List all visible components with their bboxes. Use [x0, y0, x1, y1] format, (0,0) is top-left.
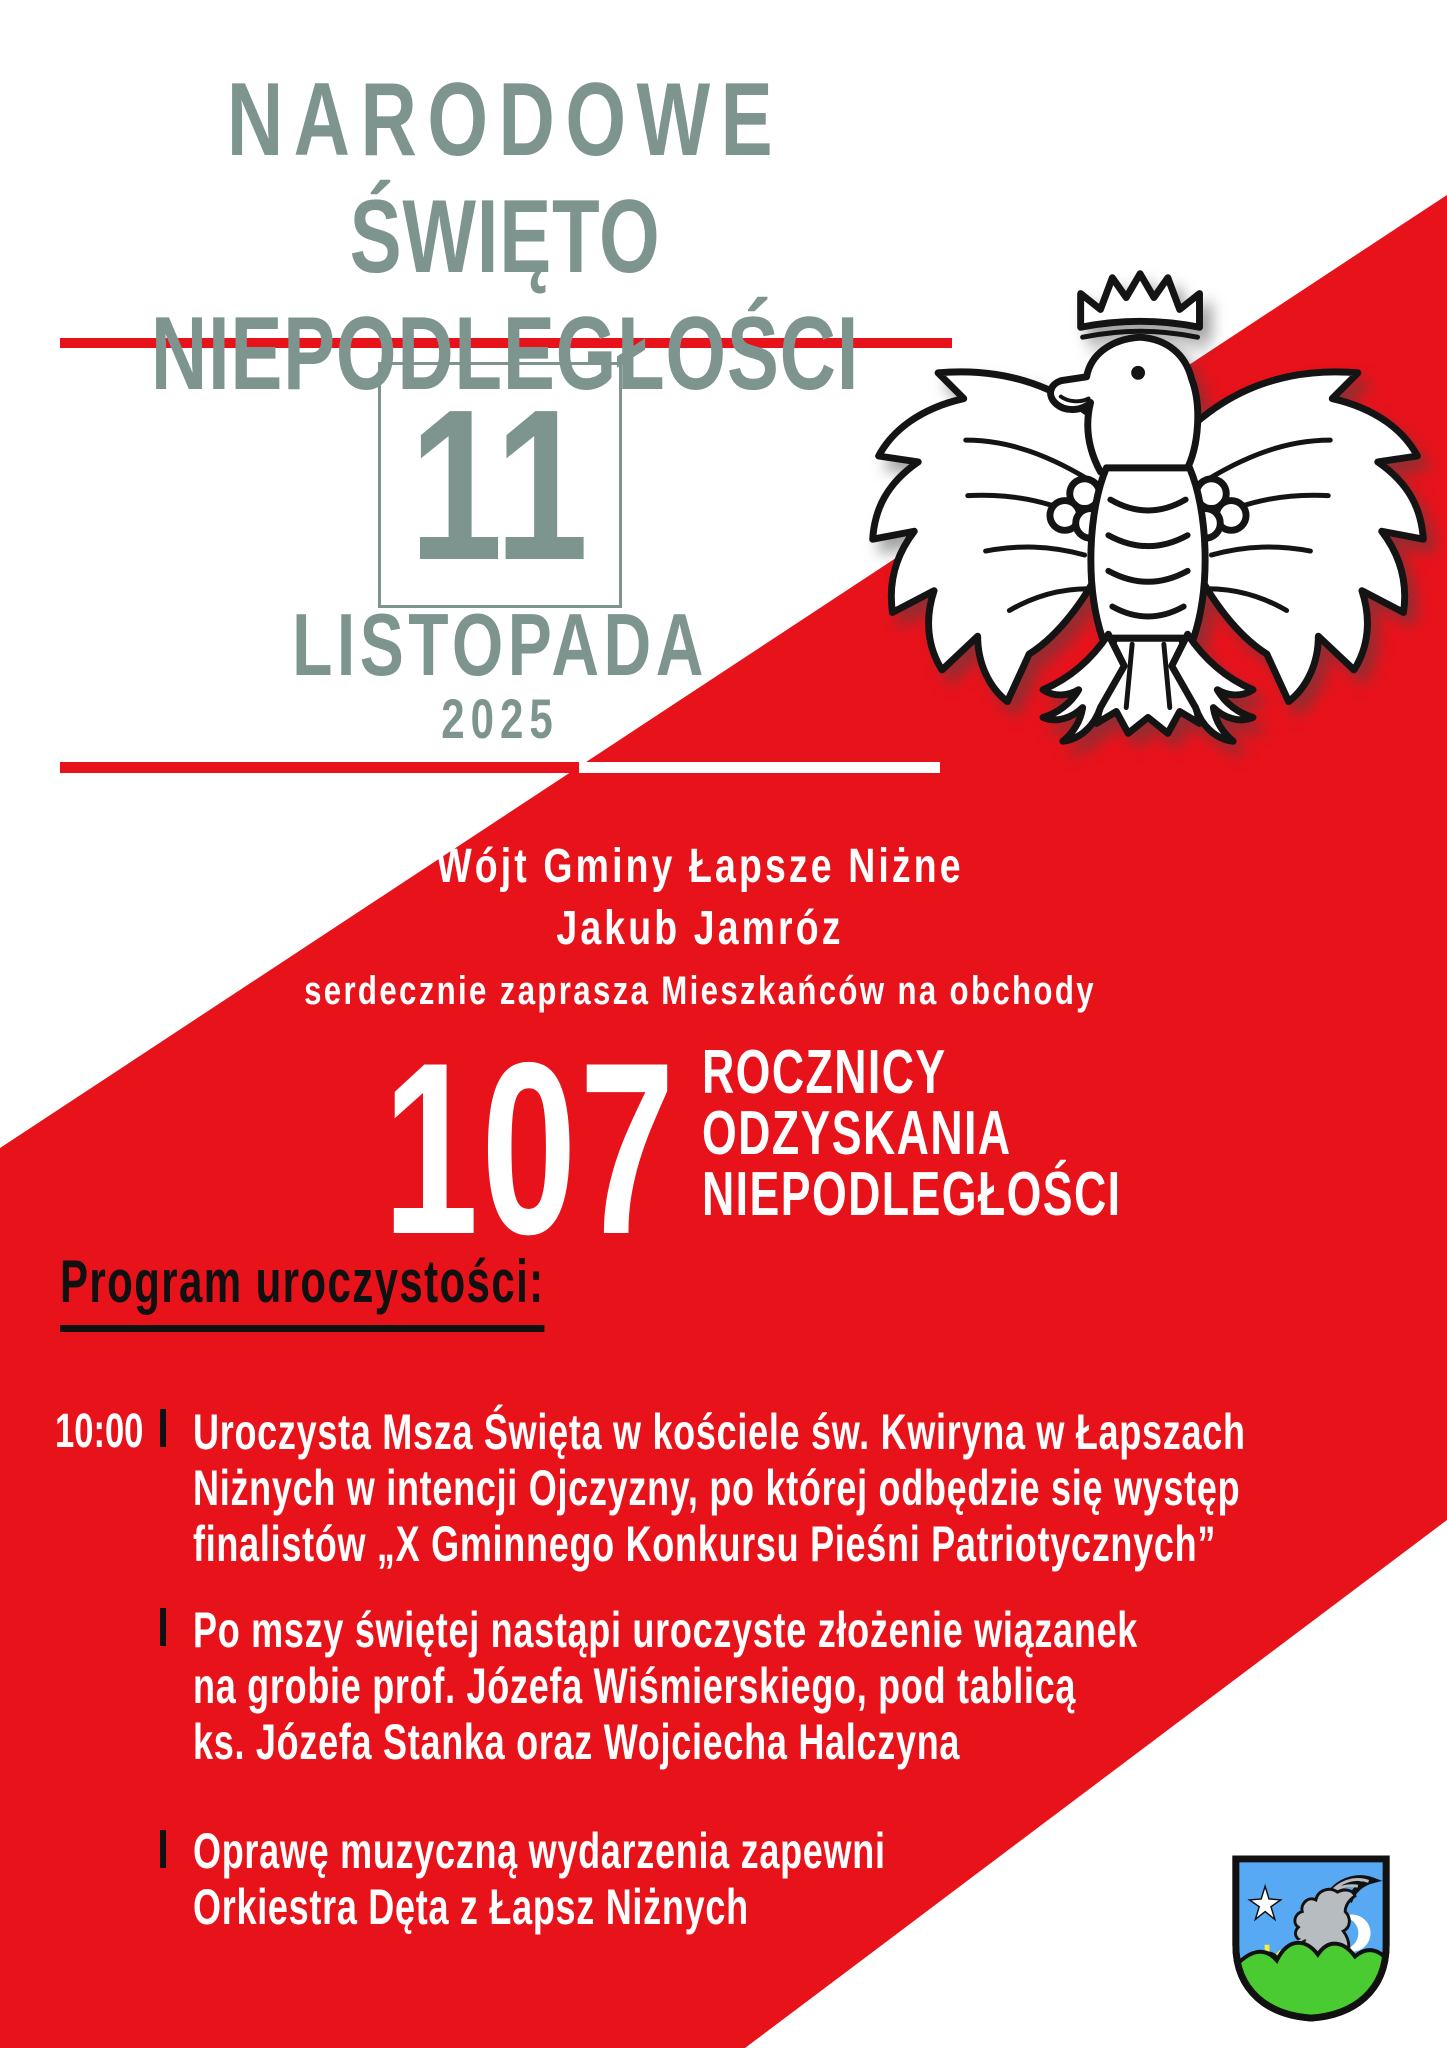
separator-bar: [160, 1409, 166, 1447]
program-heading: Program uroczystości:: [60, 1247, 545, 1332]
title-line-1: NARODOWE: [226, 62, 784, 178]
calendar-day-box: [378, 362, 622, 608]
polish-eagle-icon: [848, 250, 1447, 765]
month-label: LISTOPADA: [292, 595, 708, 694]
schedule-item-1-line-1: Uroczysta Msza Święta w kościele św. Kwiryna w Łapszach: [193, 1404, 1246, 1460]
anniversary-number: 107: [383, 1011, 678, 1285]
schedule-item-2: [193, 1602, 1138, 1770]
invite-text: serdecznie zaprasza Mieszkańców na obchody: [304, 969, 1096, 1013]
anniversary-label: [702, 1038, 1122, 1229]
title-line-2: ŚWIĘTO NIEPODLEGŁOŚCI: [150, 179, 860, 412]
host-title: Wójt Gminy Łapsze Niżne: [436, 840, 964, 893]
schedule-item-3: [193, 1823, 886, 1935]
schedule-item-1-line-3: finalistów „X Gminnego Konkursu Pieśni Patriotycznych”: [193, 1516, 1217, 1572]
program-heading-wrap: [60, 1247, 752, 1332]
schedule-item-2-line-3: ks. Józefa Stanka oraz Wojciecha Halczyna: [193, 1714, 961, 1770]
anniversary-line-1: ROCZNICY: [702, 1038, 947, 1107]
schedule-item-2-line-2: na grobie prof. Józefa Wiśmierskiego, pod tablicą: [193, 1658, 1077, 1714]
date-bottom-rule: [60, 762, 940, 773]
separator-bar: [160, 1830, 166, 1868]
day-number: 11: [409, 364, 591, 605]
schedule-item-1: [193, 1404, 1246, 1572]
schedule-item-2-line-1: Po mszy świętej nastąpi uroczyste złożenie wiązanek: [193, 1602, 1139, 1658]
year-label: 2025: [441, 687, 559, 750]
anniversary-line-2: ODZYSKANIA: [702, 1099, 1012, 1168]
schedule-item-3-line-2: Orkiestra Dęta z Łapsz Niżnych: [193, 1879, 749, 1935]
separator-bar: [160, 1608, 166, 1646]
schedule-item-1-line-2: Niżnych w intencji Ojczyzny, po której odbędzie się występ: [193, 1460, 1241, 1516]
coat-of-arms-icon: [1228, 1850, 1394, 2024]
schedule-item-3-line-1: Oprawę muzyczną wydarzenia zapewni: [193, 1823, 886, 1879]
anniversary-line-3: NIEPODLEGŁOŚCI: [702, 1160, 1122, 1229]
invitation-block: [154, 836, 1246, 1018]
host-name: Jakub Jamróz: [556, 902, 844, 955]
schedule-time: 10:00: [55, 1405, 144, 1458]
